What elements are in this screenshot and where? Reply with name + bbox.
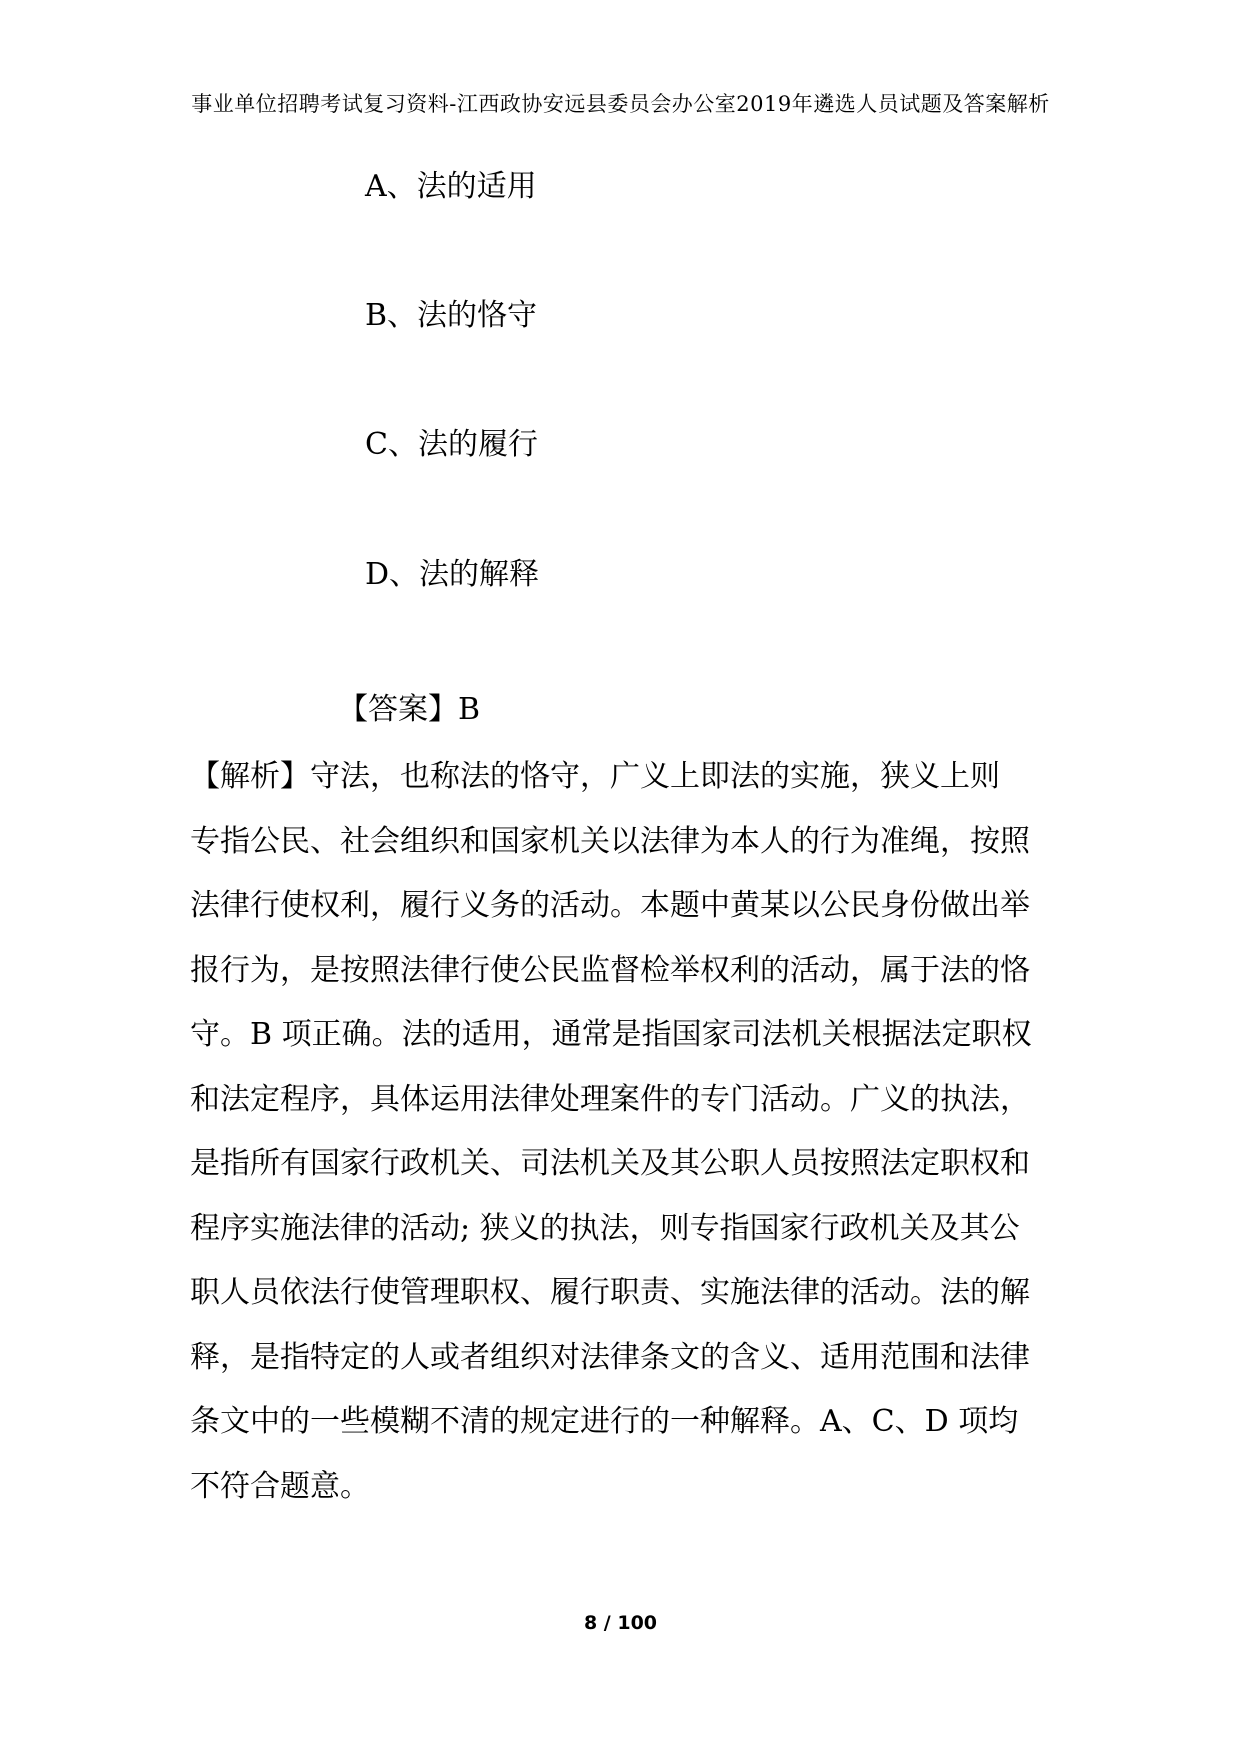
analysis-line: 专指公民、社会组织和国家机关以法律为本人的行为准绳，按照 [190, 823, 1030, 859]
analysis-paragraph [190, 757, 1070, 1531]
analysis-line: 报行为，是按照法律行使公民监督检举权利的活动，属于法的恪 [190, 952, 1030, 988]
option-c: C、法的履行 [365, 427, 538, 462]
answer-text: 【答案】B [338, 692, 481, 727]
analysis-line: 不符合题意。 [190, 1468, 370, 1504]
option-b: B、法的恪守 [365, 298, 538, 333]
analysis-line: 是指所有国家行政机关、司法机关及其公职人员按照法定职权和 [190, 1146, 1030, 1181]
analysis-line: 守。B 项正确。法的适用，通常是指国家司法机关根据法定职权 [190, 1017, 1032, 1052]
option-a: A、法的适用 [365, 169, 537, 204]
analysis-line: 和法定程序，具体运用法律处理案件的专门活动。广义的执法， [190, 1081, 1030, 1117]
analysis-line: 法律行使权利，履行义务的活动。本题中黄某以公民身份做出举 [190, 888, 1030, 923]
option-d: D、法的解释 [365, 557, 540, 592]
analysis-line: 【解析】守法，也称法的恪守，广义上即法的实施，狭义上则 [190, 759, 1000, 794]
analysis-line: 释，是指特定的人或者组织对法律条文的含义、适用范围和法律 [190, 1339, 1030, 1375]
page-number: 8 / 100 [583, 1612, 658, 1634]
analysis-line: 程序实施法律的活动; 狭义的执法，则专指国家行政机关及其公 [190, 1210, 1020, 1246]
analysis-line: 职人员依法行使管理职权、履行职责、实施法律的活动。法的解 [190, 1275, 1030, 1310]
page-header-title: 事业单位招聘考试复习资料-江西政协安远县委员会办公室2019年遴选人员试题及答案解析 [191, 92, 1050, 116]
analysis-line: 条文中的一些模糊不清的规定进行的一种解释。A、C、D 项均 [190, 1404, 1019, 1439]
